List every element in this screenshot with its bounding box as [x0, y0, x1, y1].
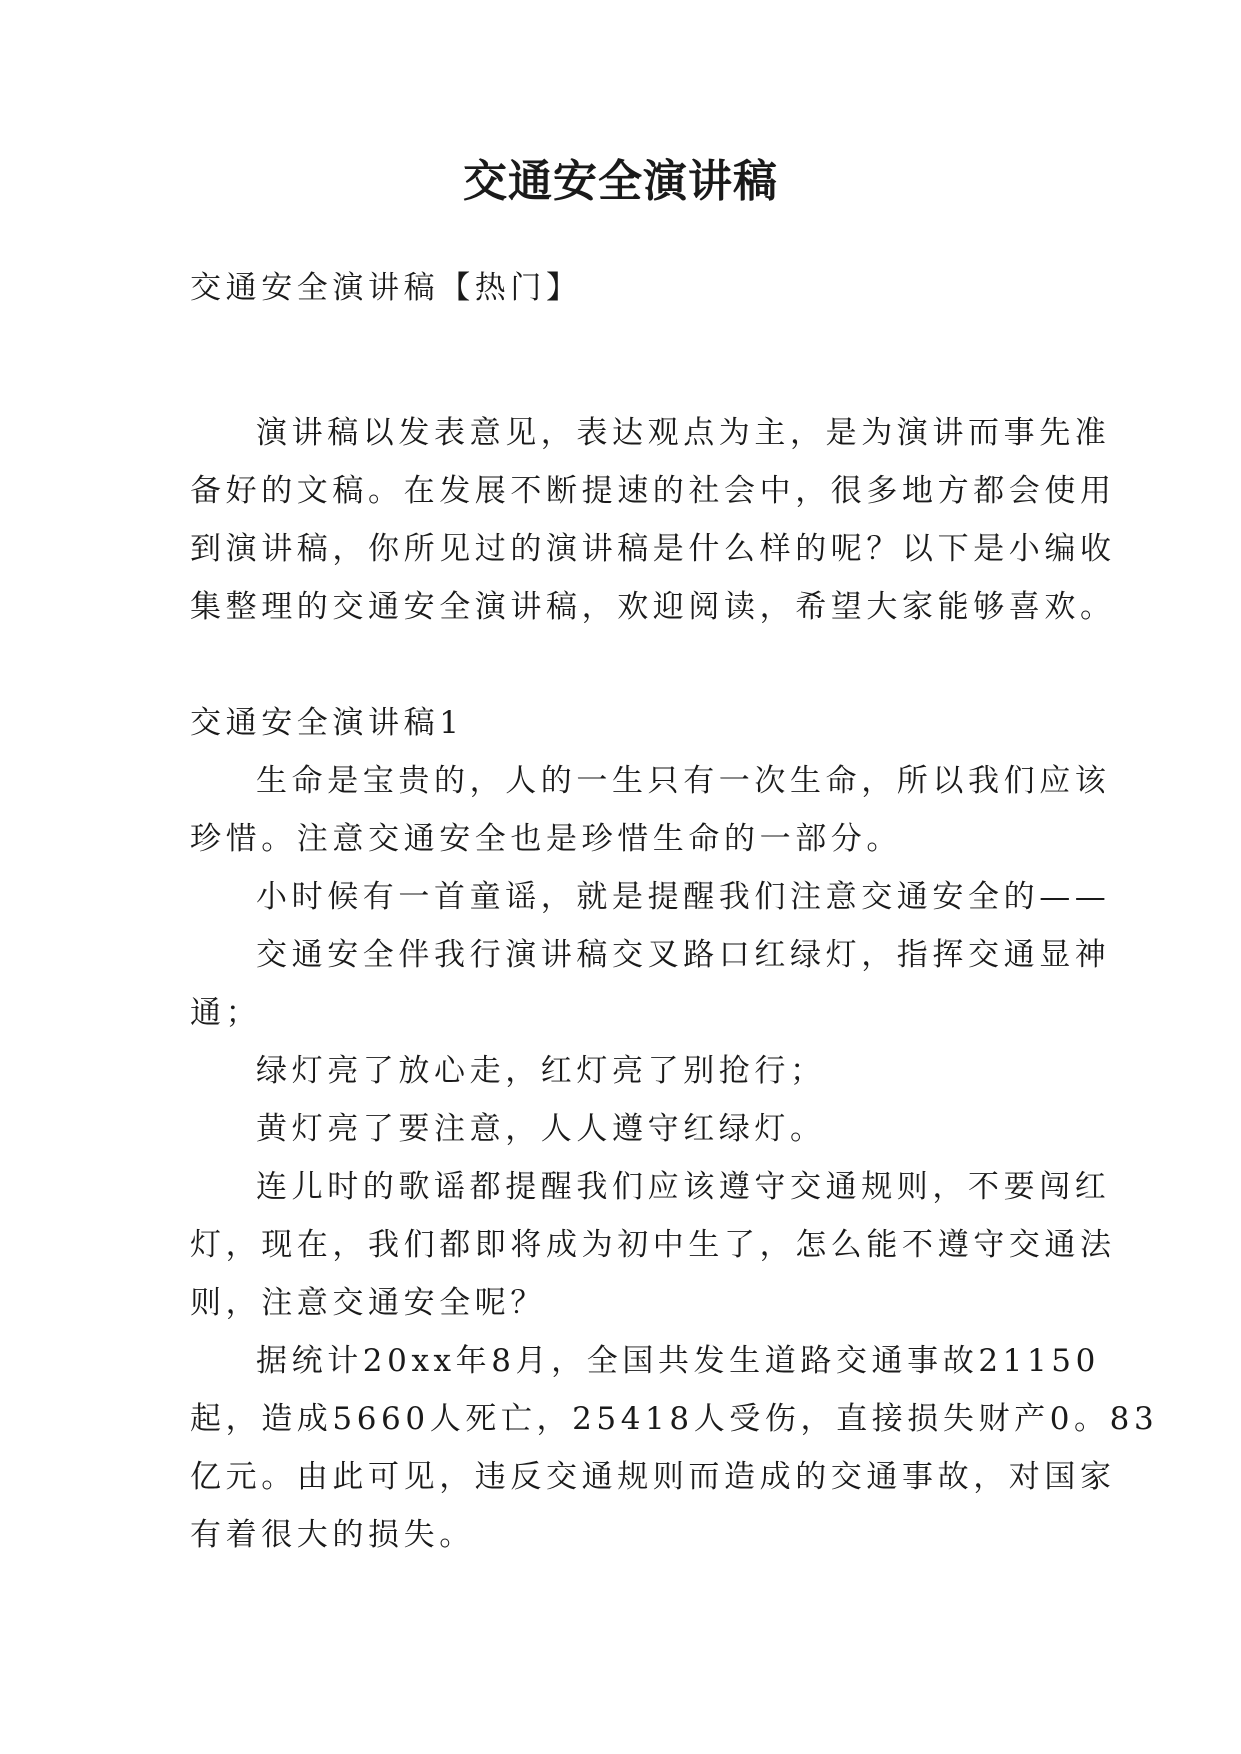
intro-line: 到演讲稿，你所见过的演讲稿是什么样的呢？以下是小编收: [190, 531, 1116, 567]
section-line: 小时候有一首童谣，就是提醒我们注意交通安全的——: [256, 879, 1111, 915]
section-line: 起，造成5660人死亡，25418人受伤，直接损失财产0。83: [190, 1401, 1159, 1437]
section-line: 绿灯亮了放心走，红灯亮了别抢行；: [256, 1053, 826, 1089]
section-line: 生命是宝贵的，人的一生只有一次生命，所以我们应该: [256, 763, 1111, 799]
section-line: 亿元。由此可见，违反交通规则而造成的交通事故，对国家: [190, 1459, 1116, 1495]
section-heading: 交通安全演讲稿1: [190, 705, 464, 741]
section-line: 据统计20xx年8月，全国共发生道路交通事故21150: [256, 1343, 1100, 1379]
section-line: 灯，现在，我们都即将成为初中生了，怎么能不遵守交通法: [190, 1227, 1116, 1263]
section-line: 连儿时的歌谣都提醒我们应该遵守交通规则，不要闯红: [256, 1169, 1111, 1205]
section-line: 有着很大的损失。: [190, 1517, 475, 1553]
section-line: 则，注意交通安全呢？: [190, 1285, 546, 1321]
document-subtitle: 交通安全演讲稿【热门】: [190, 270, 582, 306]
section-line: 黄灯亮了要注意，人人遵守红绿灯。: [256, 1111, 826, 1147]
intro-line: 演讲稿以发表意见，表达观点为主，是为演讲而事先准: [256, 415, 1111, 451]
document-title: 交通安全演讲稿: [463, 156, 778, 207]
section-line: 交通安全伴我行演讲稿交叉路口红绿灯，指挥交通显神: [256, 937, 1111, 973]
intro-line: 备好的文稿。在发展不断提速的社会中，很多地方都会使用: [190, 473, 1116, 509]
section-line: 通；: [190, 995, 262, 1031]
intro-line: 集整理的交通安全演讲稿，欢迎阅读，希望大家能够喜欢。: [190, 589, 1116, 625]
section-line: 珍惜。注意交通安全也是珍惜生命的一部分。: [190, 821, 902, 857]
